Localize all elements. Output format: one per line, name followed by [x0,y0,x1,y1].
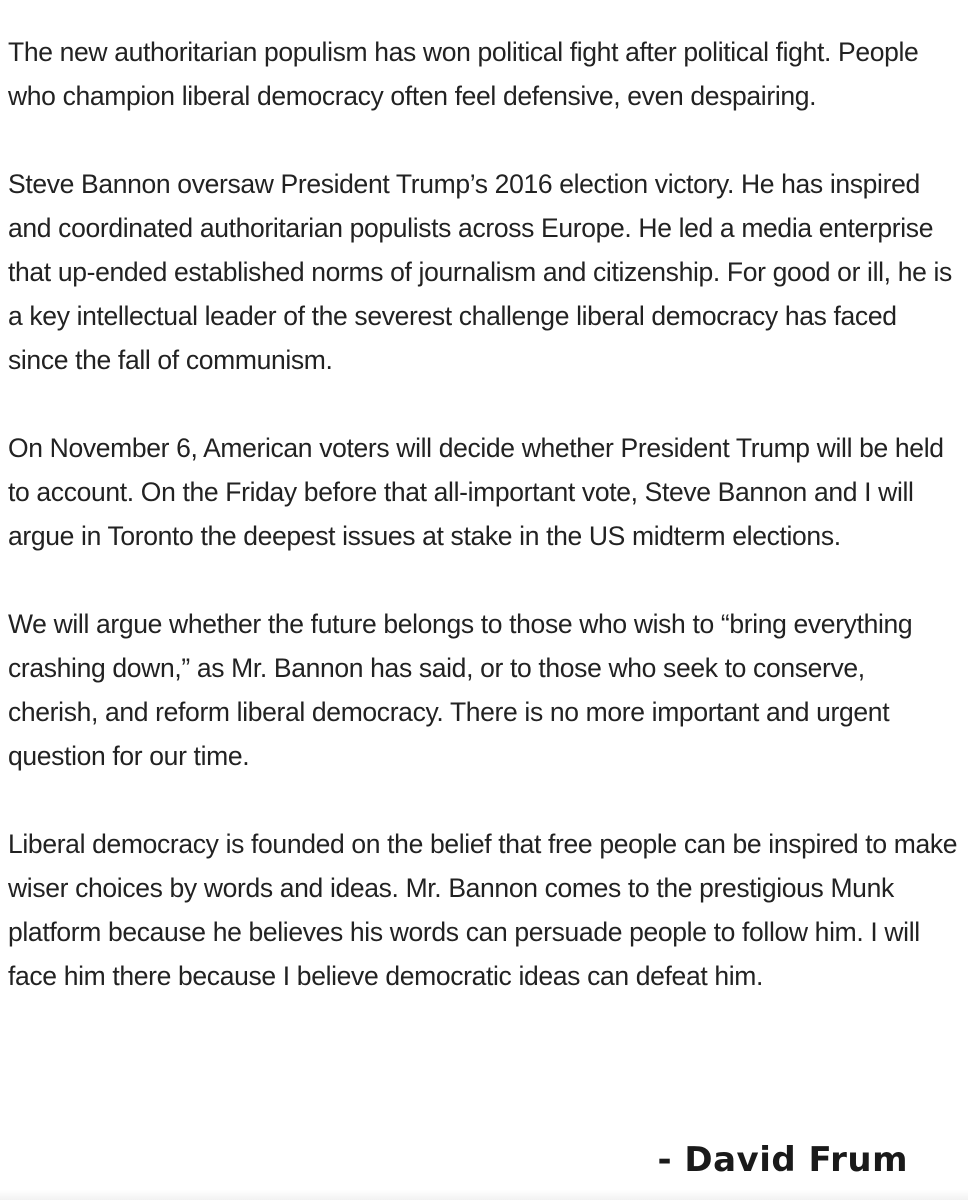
bottom-edge-shade [0,1190,968,1200]
paragraph-2: Steve Bannon oversaw President Trump’s 2016 election victory. He has inspired and coordinated authoritarian populists across Europe. He led a media enterprise that up-ended established norms of journalism and citizenship. For good or ill, he is a key intellectual leader of the severest challenge liberal democracy has faced since the fall of communism. [8,169,952,375]
author-signature: - David Frum [657,1140,908,1180]
statement-body [8,30,960,1042]
paragraph-1: The new authoritarian populism has won political fight after political fight. People who champion liberal democracy often feel defensive, even despairing. [8,37,919,111]
paragraph-3: On November 6, American voters will decide whether President Trump will be held to account. On the Friday before that all-important vote, Steve Bannon and I will argue in Toronto the deepest issues at stake in the US midterm elections. [8,433,944,551]
paragraph-5: Liberal democracy is founded on the belief that free people can be inspired to make wiser choices by words and ideas. Mr. Bannon comes to the prestigious Munk platform because he believes his words can persuade people to follow him. I will face him there because I believe democratic ideas can defeat him. [8,829,958,991]
paragraph-4: We will argue whether the future belongs to those who wish to “bring everything crashing down,” as Mr. Bannon has said, or to those who seek to conserve, cherish, and reform liberal democracy. There is no more important and urgent question for our time. [8,609,913,771]
